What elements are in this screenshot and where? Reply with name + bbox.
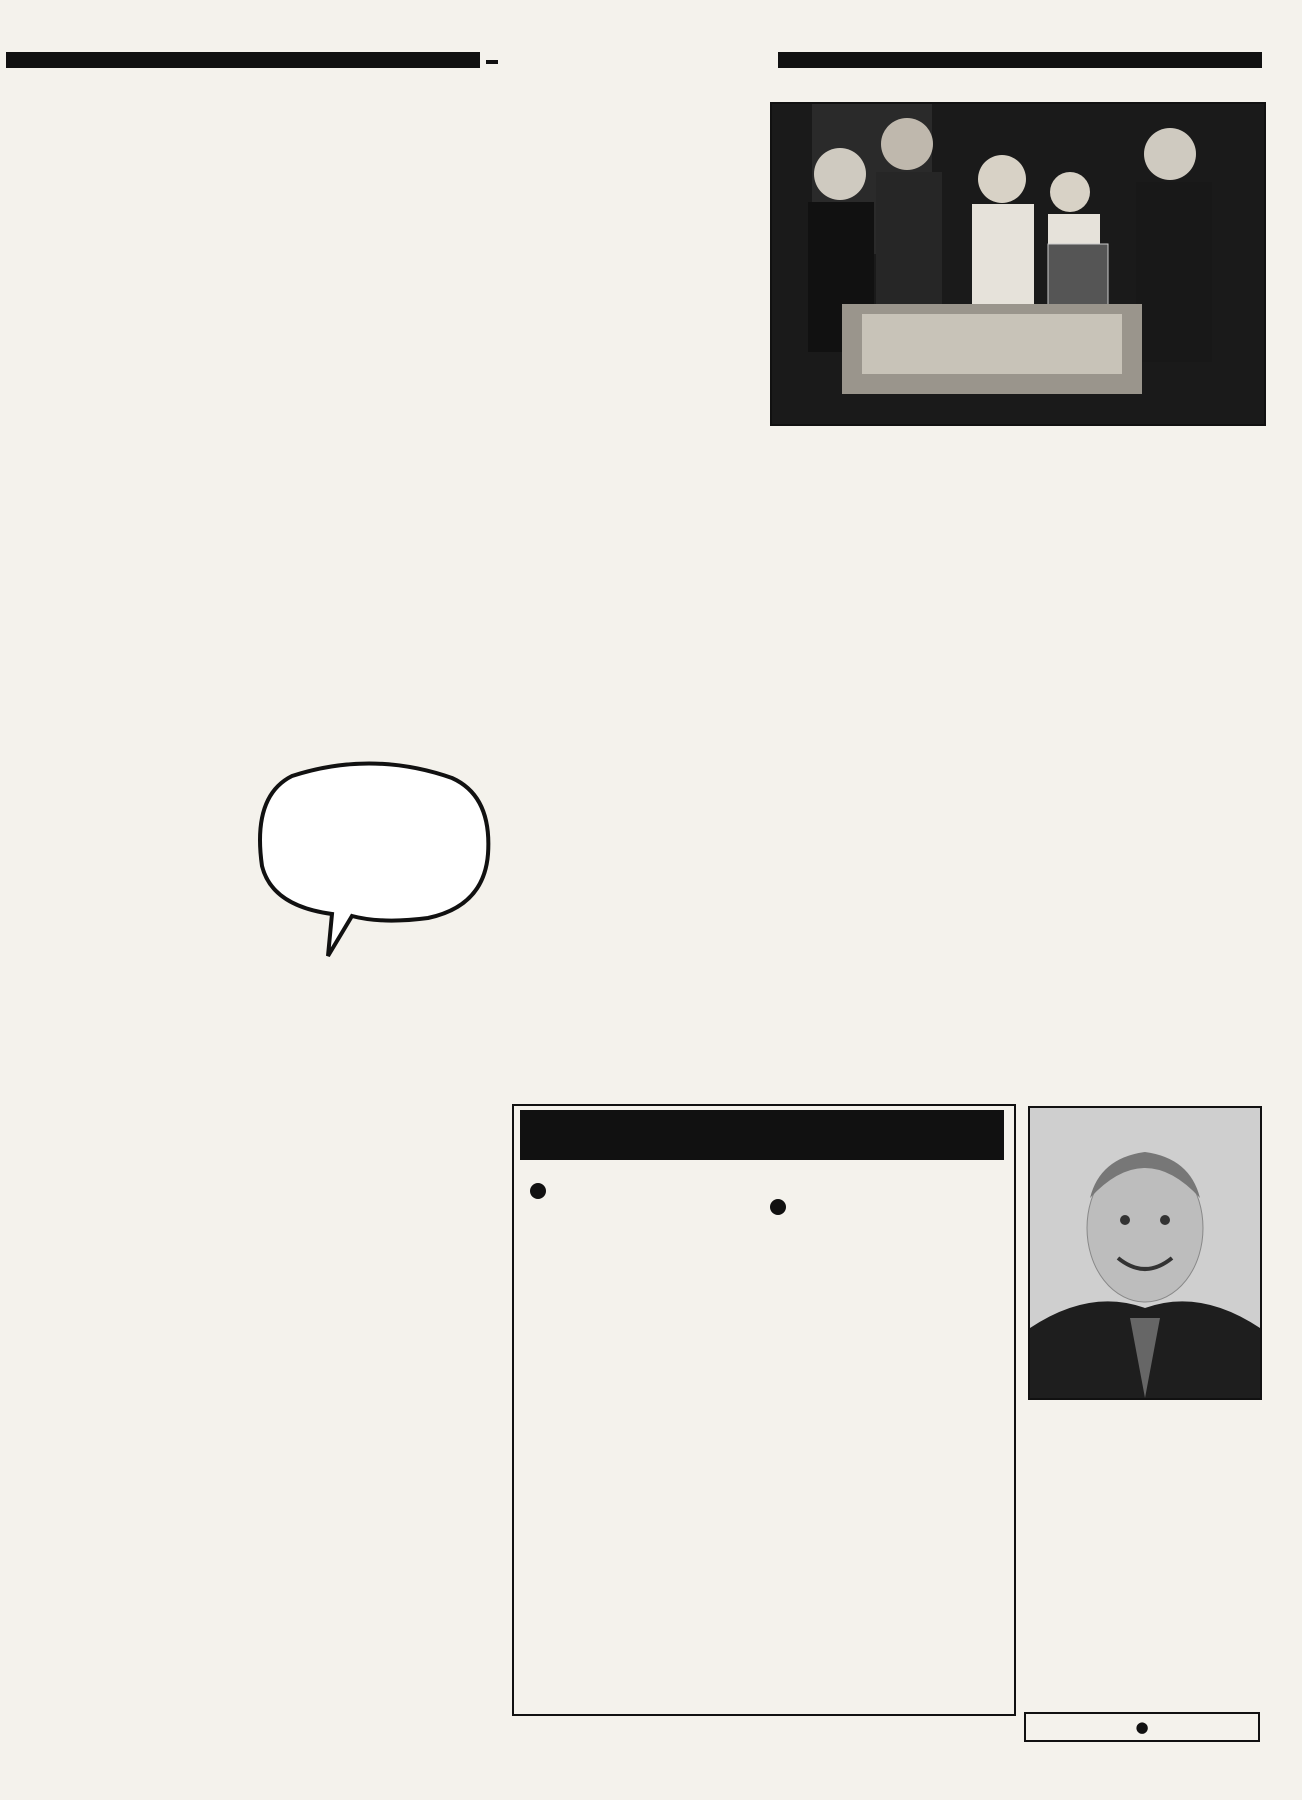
masthead (486, 44, 772, 80)
bringts-col-1 (530, 1170, 754, 1214)
musicians-illustration (772, 104, 1264, 424)
oberwart-logo (76, 110, 416, 250)
bullet-icon (530, 1183, 546, 1199)
column-5 (1028, 572, 1262, 574)
page-folio: ● (1024, 1712, 1260, 1742)
story2-heading (770, 1192, 996, 1220)
bringts-col-2 (770, 1180, 996, 1230)
portrait-illustration (1030, 1108, 1260, 1398)
masthead-rule-right (778, 52, 1262, 68)
portrait-photo (1028, 1106, 1262, 1400)
brand-logo (486, 60, 498, 64)
bringts-title (520, 1110, 1004, 1160)
masthead-rule-left (6, 52, 480, 68)
story1-heading (530, 1176, 754, 1204)
volksmusik-photo (770, 102, 1266, 426)
speech-bubble (252, 756, 496, 966)
bullet-icon (770, 1199, 786, 1215)
